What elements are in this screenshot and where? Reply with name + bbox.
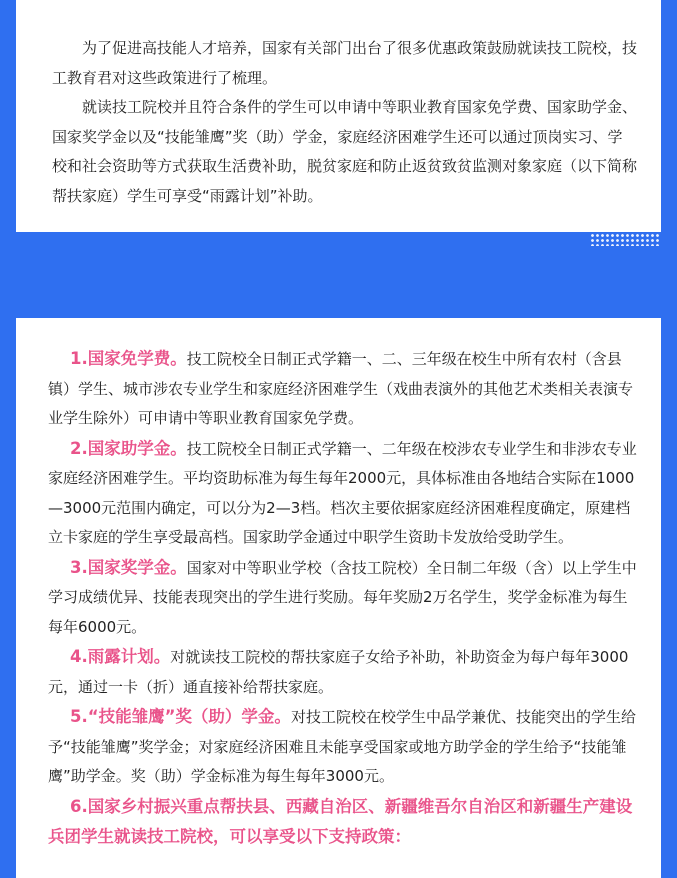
intro-paragraph-1: 为了促进高技能人才培养，国家有关部门出台了很多优惠政策鼓励就读技工院校，技工教育君对这些政策进行了梳理。	[52, 39, 638, 87]
policy-item	[48, 434, 641, 553]
policy-card	[16, 318, 661, 878]
policy-title: 5.“技能雏鹰”奖（助）学金。	[70, 707, 291, 726]
policy-item	[48, 344, 641, 434]
policy-text: 国家对中等职业学校（含技工院校）全日制二年级（含）以上学生中学习成绩优异、技能表现突出的学生进行奖励。每年奖励2万名学生，奖学金标准为每生每年6000元。	[48, 558, 637, 636]
policy-text: 对就读技工院校的帮扶家庭子女给予补助，补助资金为每户每年3000元，通过一卡（折）通直接补给帮扶家庭。	[48, 648, 629, 696]
intro-card	[16, 0, 661, 232]
policy-title: 6.国家乡村振兴重点帮扶县、西藏自治区、新疆维吾尔自治区和新疆生产建设兵团学生就读技工院校，可以享受以下支持政策：	[48, 796, 633, 846]
policy-title: 1.国家免学费。	[70, 349, 187, 368]
intro-paragraph-2: 就读技工院校并且符合条件的学生可以申请中等职业教育国家免学费、国家助学金、国家奖学金以及“技能雏鹰”奖（助）学金，家庭经济困难学生还可以通过顶岗实习、学校和社会资助等方式获取生活费补助，脱贫家庭和防止返贫致贫监测对象家庭（以下简称帮扶家庭）学生可享受“雨露计划”补助。	[52, 98, 638, 205]
policy-item	[48, 642, 641, 702]
policy-item	[48, 553, 641, 643]
policy-item	[48, 702, 641, 792]
policy-text: 对技工院校在校学生中品学兼优、技能突出的学生给予“技能雏鹰”奖学金；对家庭经济困难且未能享受国家或地方助学金的学生给予“技能雏鹰”助学金。奖（助）学金标准为每生每年3000元。	[48, 708, 636, 785]
policy-text: 技工院校全日制正式学籍一、二、三年级在校生中所有农村（含县镇）学生、城市涉农专业学生和家庭经济困难学生（戏曲表演外的其他艺术类相关表演专业学生除外）可申请中等职业教育国家免学费。	[48, 350, 634, 427]
policy-title: 4.雨露计划。	[70, 647, 171, 666]
policy-title: 3.国家奖学金。	[70, 557, 187, 577]
decorative-dots	[590, 228, 661, 246]
policy-title: 2.国家助学金。	[70, 438, 187, 458]
policy-text: 技工院校全日制正式学籍一、二年级在校涉农专业学生和非涉农专业家庭经济困难学生。平均资助标准为每生每年2000元，具体标准由各地结合实际在1000—3000元范围内确定，可以分为2—3档。档次主要依据家庭经济困难程度确定，原建档立卡家庭的学生享受最高档。国家助学金通过中职学生资助卡发放给受助学生。	[48, 439, 637, 546]
policy-item	[48, 792, 641, 853]
